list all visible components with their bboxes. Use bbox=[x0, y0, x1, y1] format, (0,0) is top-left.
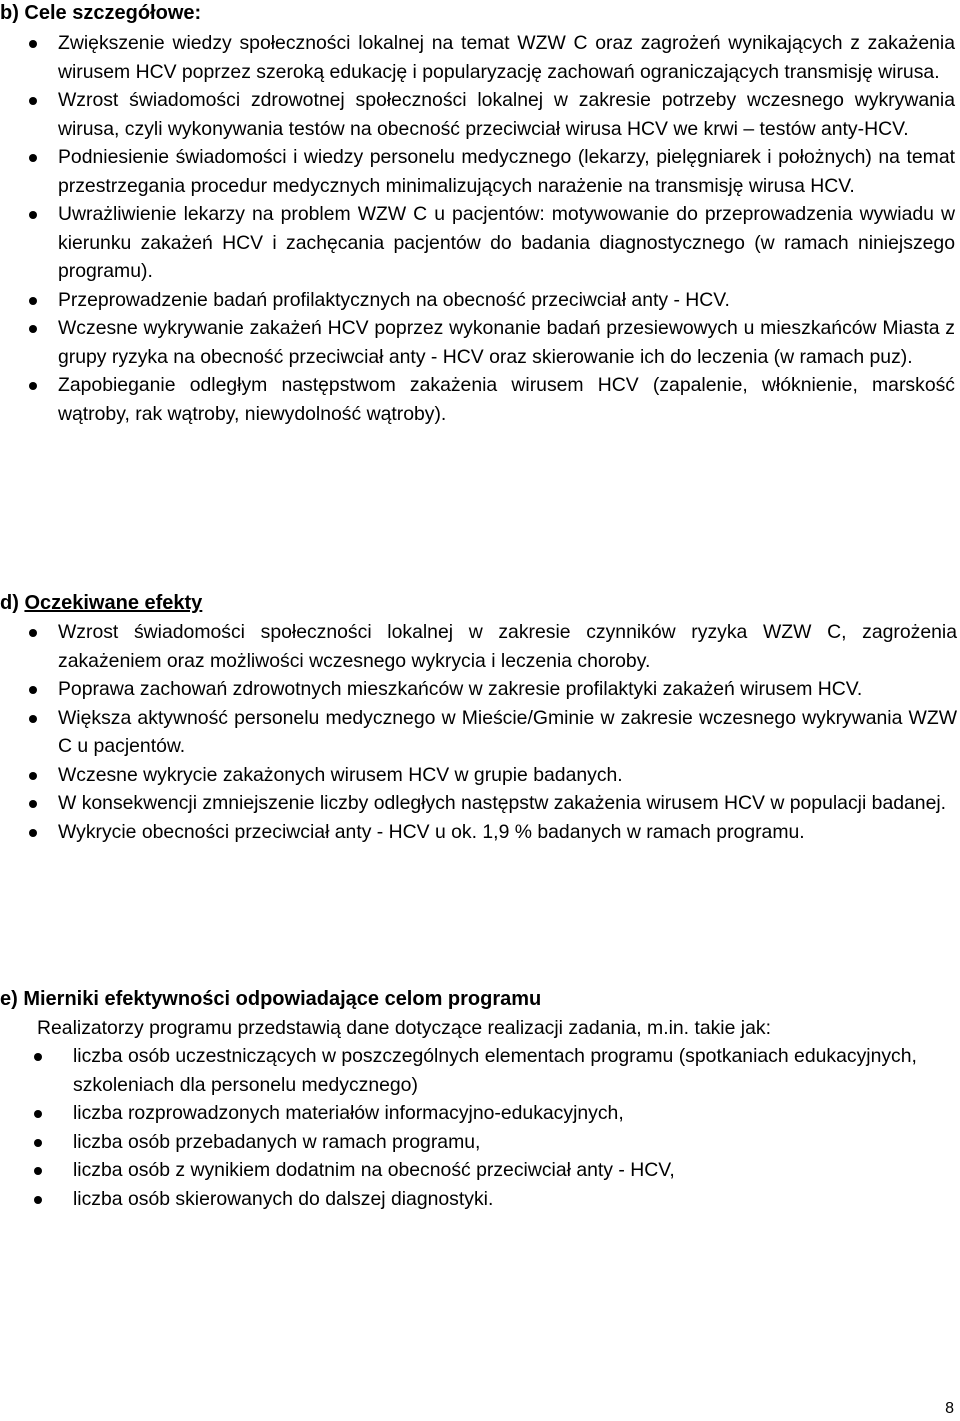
list-item: Uwrażliwienie lekarzy na problem WZW C u pacjentów: motywowanie do przeprowadzenia wywiadu w kierunku zakażeń HCV i zachęcania pacjentów do badania diagnostycznego (w ramach niniejszego programu). bbox=[58, 200, 955, 286]
bullet-icon bbox=[29, 382, 37, 390]
bullet-icon bbox=[29, 97, 37, 105]
list-item: W konsekwencji zmniejszenie liczby odległych następstw zakażenia wirusem HCV w populacji badanej. bbox=[58, 789, 957, 818]
bullet-icon bbox=[34, 1139, 42, 1147]
section-e-heading: e) Mierniki efektywności odpowiadające celom programu bbox=[0, 988, 542, 1010]
section-e-intro: Realizatorzy programu przedstawią dane dotyczące realizacji zadania, m.in. takie jak: bbox=[37, 1017, 771, 1039]
list-item: liczba rozprowadzonych materiałów informacyjno-edukacyjnych, bbox=[73, 1099, 957, 1128]
list-item: Wzrost świadomości zdrowotnej społeczności lokalnej w zakresie potrzeby wczesnego wykrywania wirusa, czyli wykonywania testów na obecność przeciwciał wirusa HCV we krwi – testów anty-HCV. bbox=[58, 86, 955, 143]
bullet-icon bbox=[34, 1167, 42, 1175]
list-item: liczba osób skierowanych do dalszej diagnostyki. bbox=[73, 1185, 957, 1214]
bullet-icon bbox=[29, 325, 37, 333]
list-item: Zwiększenie wiedzy społeczności lokalnej na temat WZW C oraz zagrożeń wynikających z zakażenia wirusem HCV poprzez szeroką edukację i popularyzację zachowań ograniczających transmisję wirusa. bbox=[58, 29, 955, 86]
bullet-icon bbox=[29, 40, 37, 48]
list-item: liczba osób z wynikiem dodatnim na obecność przeciwciał anty - HCV, bbox=[73, 1156, 957, 1185]
bullet-icon bbox=[34, 1110, 42, 1118]
bullet-icon bbox=[29, 297, 37, 305]
section-b-heading: b) Cele szczegółowe: bbox=[0, 2, 202, 24]
section-b-list bbox=[58, 29, 955, 428]
bullet-icon bbox=[34, 1053, 42, 1061]
list-item: Wzrost świadomości społeczności lokalnej w zakresie czynników ryzyka WZW C, zagrożenia zakażeniem oraz możliwości wczesnego wykrycia i leczenia choroby. bbox=[58, 618, 957, 675]
bullet-icon bbox=[34, 1196, 42, 1204]
section-e-list bbox=[73, 1042, 957, 1213]
bullet-icon bbox=[29, 772, 37, 780]
bullet-icon bbox=[29, 154, 37, 162]
list-item: liczba osób uczestniczących w poszczególnych elementach programu (spotkaniach edukacyjnych, szkoleniach dla personelu medycznego) bbox=[73, 1042, 957, 1099]
bullet-icon bbox=[29, 629, 37, 637]
list-item: Wykrycie obecności przeciwciał anty - HCV u ok. 1,9 % badanych w ramach programu. bbox=[58, 818, 957, 847]
bullet-icon bbox=[29, 800, 37, 808]
bullet-icon bbox=[29, 211, 37, 219]
section-d-heading: d) Oczekiwane efekty bbox=[0, 592, 203, 614]
list-item: liczba osób przebadanych w ramach programu, bbox=[73, 1128, 957, 1157]
bullet-icon bbox=[29, 686, 37, 694]
page-number: 8 bbox=[945, 1400, 954, 1417]
list-item: Przeprowadzenie badań profilaktycznych na obecność przeciwciał anty - HCV. bbox=[58, 286, 955, 315]
bullet-icon bbox=[29, 829, 37, 837]
list-item: Zapobieganie odległym następstwom zakażenia wirusem HCV (zapalenie, włóknienie, marskość wątroby, rak wątroby, niewydolność wątroby). bbox=[58, 371, 955, 428]
list-item: Wczesne wykrywanie zakażeń HCV poprzez wykonanie badań przesiewowych u mieszkańców Miasta z grupy ryzyka na obecność przeciwciał anty - HCV oraz skierowanie ich do leczenia (w ramach puz). bbox=[58, 314, 955, 371]
list-item: Poprawa zachowań zdrowotnych mieszkańców w zakresie profilaktyki zakażeń wirusem HCV. bbox=[58, 675, 957, 704]
list-item: Wczesne wykrycie zakażonych wirusem HCV w grupie badanych. bbox=[58, 761, 957, 790]
list-item: Większa aktywność personelu medycznego w Mieście/Gminie w zakresie wczesnego wykrywania WZW C u pacjentów. bbox=[58, 704, 957, 761]
section-d-list bbox=[58, 618, 957, 846]
bullet-icon bbox=[29, 715, 37, 723]
list-item: Podniesienie świadomości i wiedzy personelu medycznego (lekarzy, pielęgniarek i położnych) na temat przestrzegania procedur medycznych minimalizujących narażenie na transmisję wirusa HCV. bbox=[58, 143, 955, 200]
